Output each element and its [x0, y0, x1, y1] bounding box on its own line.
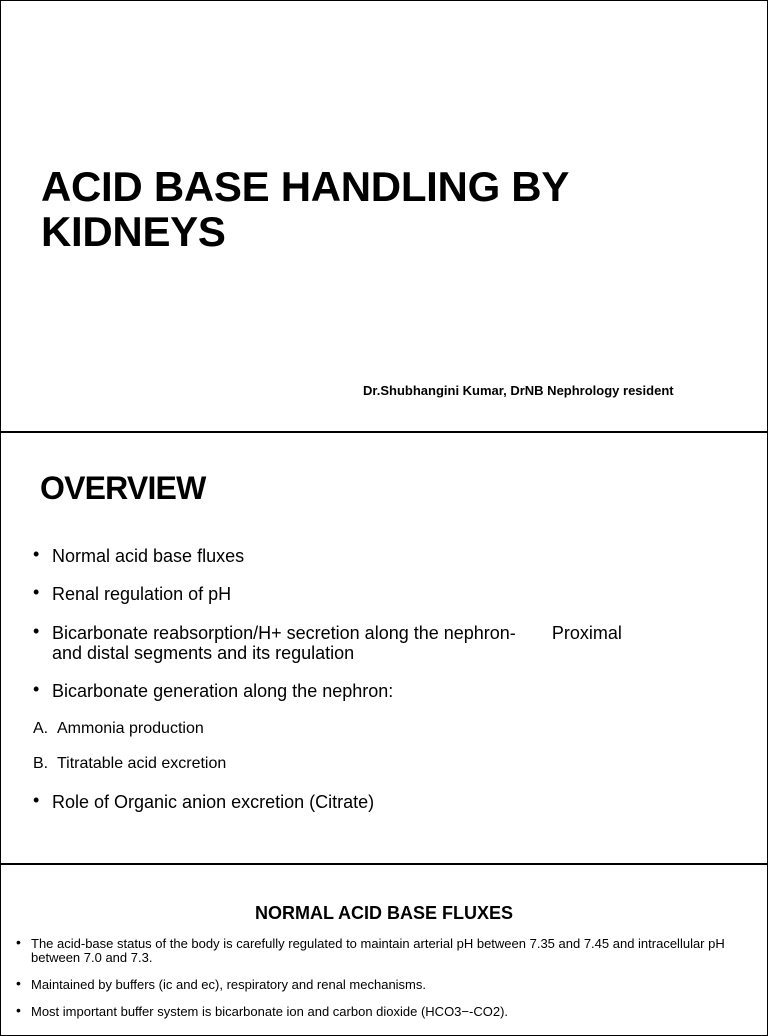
sub-item-text: Titratable acid excretion — [57, 755, 227, 772]
bullet-dot-icon: • — [33, 621, 40, 641]
bullet-text-proximal: Proximal — [551, 623, 622, 643]
bullet-dot-icon: • — [33, 582, 40, 602]
sub-item-letter: B. — [33, 755, 49, 772]
bullet-dot-icon: • — [33, 544, 40, 564]
bullet-text: Bicarbonate reabsorption/H+ secretion along the nephron- — [52, 623, 516, 643]
bullet-text-line-1 — [52, 623, 622, 643]
title-slide — [0, 0, 768, 433]
bullet-text: The acid-base status of the body is carefully regulated to maintain arterial pH between 7.35 and 7.45 and intracellular pH between 7.0 and 7.3. — [31, 936, 725, 965]
bullet-dot-icon: • — [16, 934, 21, 950]
bullet-dot-icon: • — [16, 1002, 21, 1018]
fluxes-slide — [0, 863, 768, 1036]
sub-item-letter: A. — [33, 720, 49, 737]
bullet-text: Renal regulation of pH — [52, 584, 232, 604]
author-line: Dr.Shubhangini Kumar, DrNB Nephrology resident — [363, 383, 674, 398]
overview-slide — [0, 431, 768, 865]
bullet-text-line-2: and distal segments and its regulation — [52, 643, 355, 663]
presentation-title: ACID BASE HANDLING BY KIDNEYS — [41, 163, 569, 255]
bullet-text: Bicarbonate generation along the nephron: — [52, 681, 394, 701]
bullet-dot-icon: • — [33, 679, 40, 699]
bullet-text: Role of Organic anion excretion (Citrate) — [52, 792, 375, 812]
sub-item-text: Ammonia production — [57, 720, 204, 737]
overview-sub-item — [33, 755, 226, 773]
overview-sub-item — [33, 720, 204, 738]
bullet-dot-icon: • — [33, 790, 40, 810]
fluxes-title: NORMAL ACID BASE FLUXES — [254, 903, 513, 923]
bullet-text: Maintained by buffers (ic and ec), respiratory and renal mechanisms. — [31, 977, 427, 992]
bullet-dot-icon: • — [16, 975, 21, 991]
bullet-text: Most important buffer system is bicarbonate ion and carbon dioxide (HCO3−-CO2). — [31, 1004, 509, 1019]
bullet-text: Normal acid base fluxes — [52, 546, 245, 566]
overview-title: OVERVIEW — [40, 470, 206, 506]
